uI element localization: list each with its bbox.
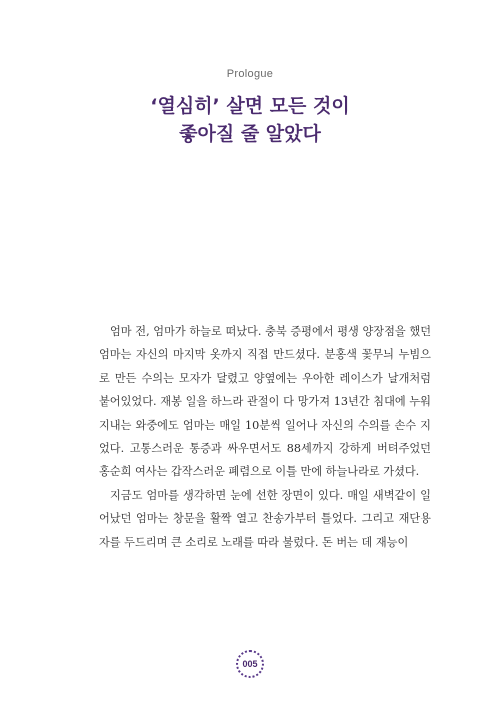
chapter-title-line-2: 좋아질 줄 알았다 — [179, 123, 321, 145]
section-label: Prologue — [226, 68, 274, 80]
page-number-badge — [236, 650, 264, 678]
paragraph: 지금도 엄마를 생각하면 눈에 선한 장면이 있다. 매일 새벽같이 일어났던 엄마는 창문을 활짝 열고 찬송가부터 틀었다. 그리고 재단용 자를 두드리며 큰 소리로 노래를 따라 불렀다. 돈 버는 데 재능이 — [99, 488, 431, 549]
chapter-title — [0, 92, 500, 148]
chapter-title-line-1: ‘열심히’ 살면 모든 것이 — [150, 95, 350, 117]
page-number: 005 — [242, 659, 258, 669]
paragraph: 엄마 전, 엄마가 하늘로 떠났다. 충북 증평에서 평생 양장점을 했던 엄마는 자신의 마지막 옷까지 직접 만드셨다. 분홍색 꽃무늬 누빔으로 만든 수의는 모자가 달렸고 양옆에는 우아한 레이스가 날개처럼 붙어있었다. 재봉 일을 하느라 관절이 다 망가져 13년간 침대에 누워 지내는 와중에도 엄마는 매일 10분씩 일어나 자신의 수의를 손수 지었다. 고통스러운 통증과 싸우면서도 88세까지 강하게 버텨주었던 홍순희 여사는 갑작스러운 폐렴으로 이틀 만에 하늘나라로 가셨다. — [99, 325, 431, 479]
body-text — [99, 320, 431, 554]
